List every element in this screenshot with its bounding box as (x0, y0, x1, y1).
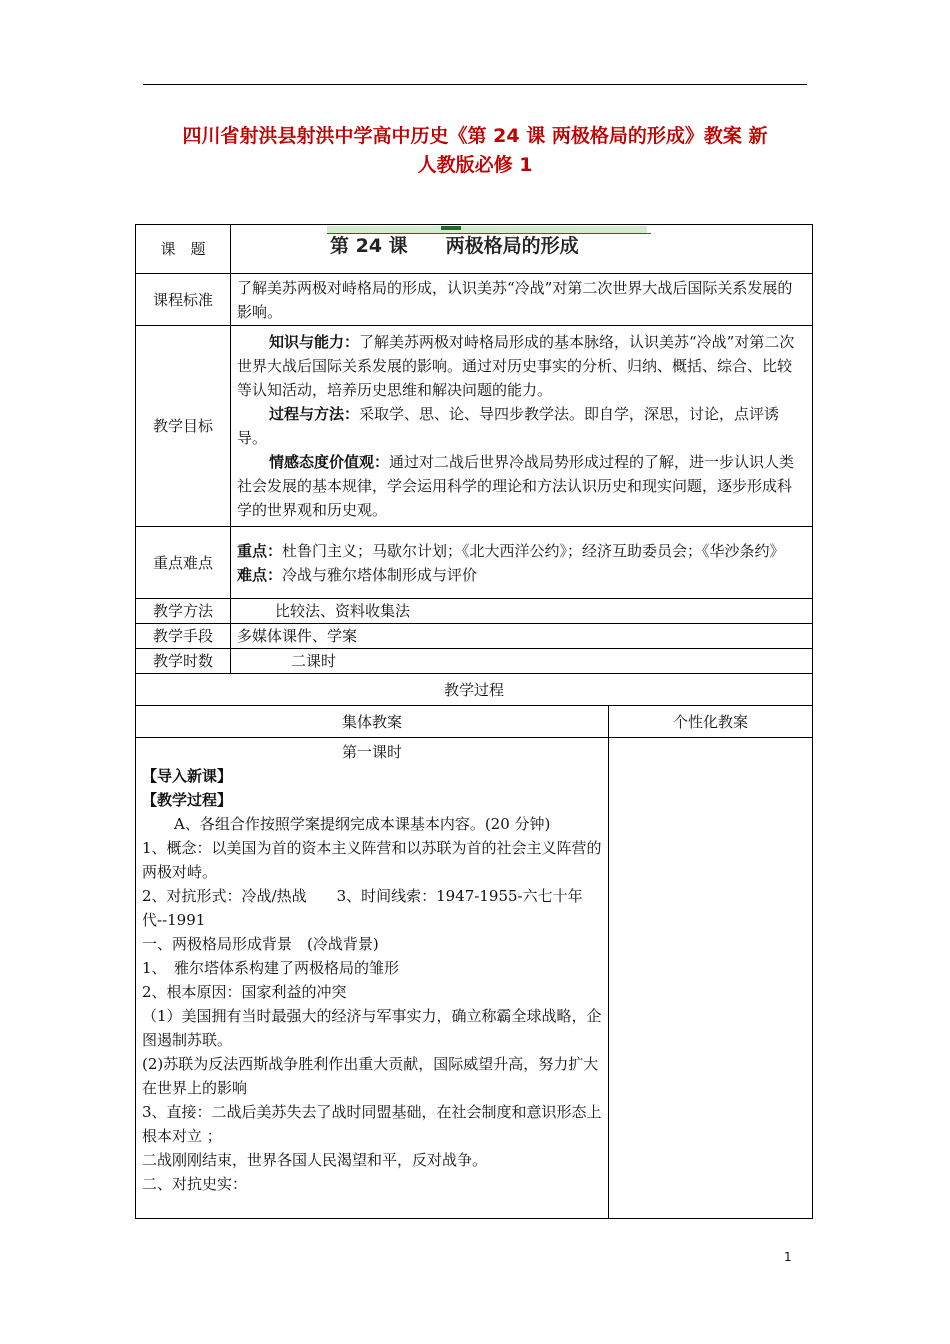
process-line: (2)苏联为反法西斯战争胜利作出重大贡献，国际威望升高，努力扩大在世界上的影响 (142, 1055, 599, 1097)
hours-value: 二课时 (231, 649, 813, 674)
row-topic (136, 225, 813, 274)
key-cell (231, 527, 813, 599)
row-means (136, 624, 813, 649)
title-line-2: 人教版必修 1 (417, 154, 533, 176)
standard-label: 课程标准 (136, 274, 231, 326)
topic-label: 课 题 (136, 225, 231, 274)
process-line: 二、对抗史实： (142, 1175, 248, 1193)
difficult-text: 冷战与雅尔塔体制形成与评价 (282, 565, 478, 584)
personal-plan-body (609, 738, 813, 1219)
topic-cell (231, 225, 813, 274)
process-label: 过程与方法： (269, 405, 360, 423)
method-value: 比较法、资料收集法 (231, 599, 813, 624)
process-header: 教学过程 (136, 674, 813, 706)
collective-plan-header: 集体教案 (136, 706, 609, 738)
process-line: （1）美国拥有当时最强大的经济与军事实力，确立称霸全球战略，企图遏制苏联。 (142, 1007, 602, 1049)
knowledge-text: 了解美苏两极对峙格局形成的基本脉络，认识美苏“冷战”对第二次世界大战后国际关系发展的影响。通过对历史事实的分析、归纳、概括、综合、比较等认知活动，培养历史思维和解决问题的能力。 (237, 333, 795, 399)
section-intro: 【导入新课】 (142, 767, 233, 785)
section-process: 【教学过程】 (142, 791, 233, 809)
knowledge-label: 知识与能力： (269, 333, 360, 351)
goal-knowledge (237, 330, 806, 402)
personal-plan-header: 个性化教案 (609, 706, 813, 738)
difficult-label: 难点： (237, 565, 283, 584)
row-hours (136, 649, 813, 674)
page-number: 1 (784, 1250, 792, 1264)
means-value: 多媒体课件、学案 (231, 624, 813, 649)
process-line: 2、对抗形式：冷战/热战 3、时间线索：1947-1955-六七十年代--1991 (142, 887, 583, 929)
document-title (135, 122, 815, 180)
emotion-label: 情感态度价值观： (269, 453, 390, 471)
process-line: 一、两极格局形成背景 (冷战背景) (142, 935, 379, 953)
difficult-point (237, 563, 806, 587)
goal-emotion (237, 450, 806, 522)
process-line: 1、 雅尔塔体系构建了两极格局的雏形 (142, 959, 400, 977)
lesson-title: 第 24 课 两极格局的形成 (330, 235, 579, 257)
header-rule (143, 84, 807, 85)
period-heading: 第一课时 (341, 743, 402, 761)
process-line: 二战刚刚结束，世界各国人民渴望和平，反对战争。 (142, 1151, 488, 1169)
lesson-plan-table (135, 224, 813, 1219)
collective-plan-body (136, 738, 609, 1219)
key-point-text: 杜鲁门主义；马歇尔计划；《北大西洋公约》；经济互助委员会；《华沙条约》 (282, 541, 785, 560)
process-line: 1、概念：以美国为首的资本主义阵营和以苏联为首的社会主义阵营的两极对峙。 (142, 839, 602, 881)
goal-process (237, 402, 806, 450)
row-goals (136, 326, 813, 527)
emotion-text: 通过对二战后世界冷战局势形成过程的了解，进一步认识人类社会发展的基本规律，学会运用科学的理论和方法认识历史和现实问题，逐步形成科学的世界观和历史观。 (237, 453, 795, 519)
process-text: 采取学、思、论、导四步教学法。即自学，深思，讨论，点评诱导。 (237, 405, 780, 447)
row-standard (136, 274, 813, 326)
hours-label: 教学时数 (136, 649, 231, 674)
banner-strip (327, 226, 647, 233)
row-process-header (136, 674, 813, 706)
goals-label: 教学目标 (136, 326, 231, 527)
key-point-label: 重点： (237, 541, 283, 560)
means-label: 教学手段 (136, 624, 231, 649)
key-label: 重点难点 (136, 527, 231, 599)
title-line-1: 四川省射洪县射洪中学高中历史《第 24 课 两极格局的形成》教案 新 (182, 125, 768, 147)
row-key (136, 527, 813, 599)
banner-accent (441, 226, 461, 230)
method-label: 教学方法 (136, 599, 231, 624)
goals-cell (231, 326, 813, 527)
row-method (136, 599, 813, 624)
key-point (237, 539, 806, 563)
standard-value: 了解美苏两极对峙格局的形成，认识美苏“冷战”对第二次世界大战后国际关系发展的影响。 (231, 274, 813, 326)
process-line: A、各组合作按照学案提纲完成本课基本内容。(20 分钟) (174, 815, 551, 833)
row-columns (136, 706, 813, 738)
row-process-content (136, 738, 813, 1219)
process-line: 2、根本原因：国家利益的冲突 (142, 983, 347, 1001)
process-line: 3、直接：二战后美苏失去了战时同盟基础，在社会制度和意识形态上根本对立 ； (142, 1103, 602, 1145)
